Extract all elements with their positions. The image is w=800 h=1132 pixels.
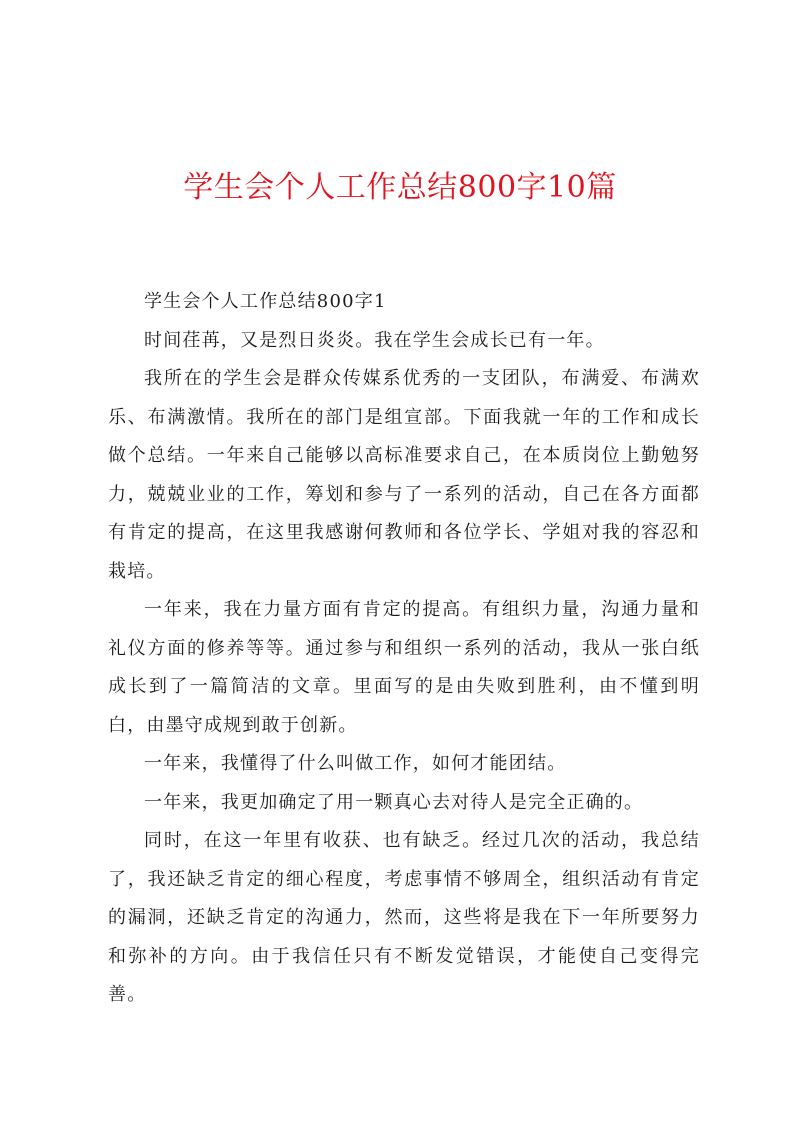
paragraph: 一年来，我在力量方面有肯定的提高。有组织力量，沟通力量和礼仪方面的修养等等。通过参与和组织一系列的活动，我从一张白纸成长到了一篇简洁的文章。里面写的是由失败到胜利，由不懂到明白，由墨守成规到敢于创新。 <box>108 599 700 736</box>
paragraph: 我所在的学生会是群众传媒系优秀的一支团队，布满爱、布满欢乐、布满激情。我所在的部门是组宣部。下面我就一年的工作和成长做个总结。一年来自己能够以高标准要求自己，在本质岗位上勤勉努力，兢兢业业的工作，筹划和参与了一系列的活动，自己在各方面都有肯定的提高，在这里我感谢何教师和各位学长、学姐对我的容忍和栽培。 <box>108 368 700 582</box>
document-body <box>108 283 700 1015</box>
paragraph: 同时，在这一年里有收获、也有缺乏。经过几次的活动，我总结了，我还缺乏肯定的细心程度，考虑事情不够周全，组织活动有肯定的漏洞，还缺乏肯定的沟通力，然而，这些将是我在下一年所要努力和弥补的方向。由于我信任只有不断发觉错误，才能使自己变得完善。 <box>108 830 700 1005</box>
paragraph: 一年来，我懂得了什么叫做工作，如何才能团结。 <box>144 753 567 774</box>
paragraph: 一年来，我更加确定了用一颗真心去对待人是完全正确的。 <box>144 791 644 813</box>
paragraph: 时间荏苒，又是烈日炎炎。我在学生会成长已有一年。 <box>144 329 605 351</box>
document-title: 学生会个人工作总结800字10篇 <box>183 170 617 205</box>
section-heading: 学生会个人工作总结800字1 <box>144 291 387 312</box>
